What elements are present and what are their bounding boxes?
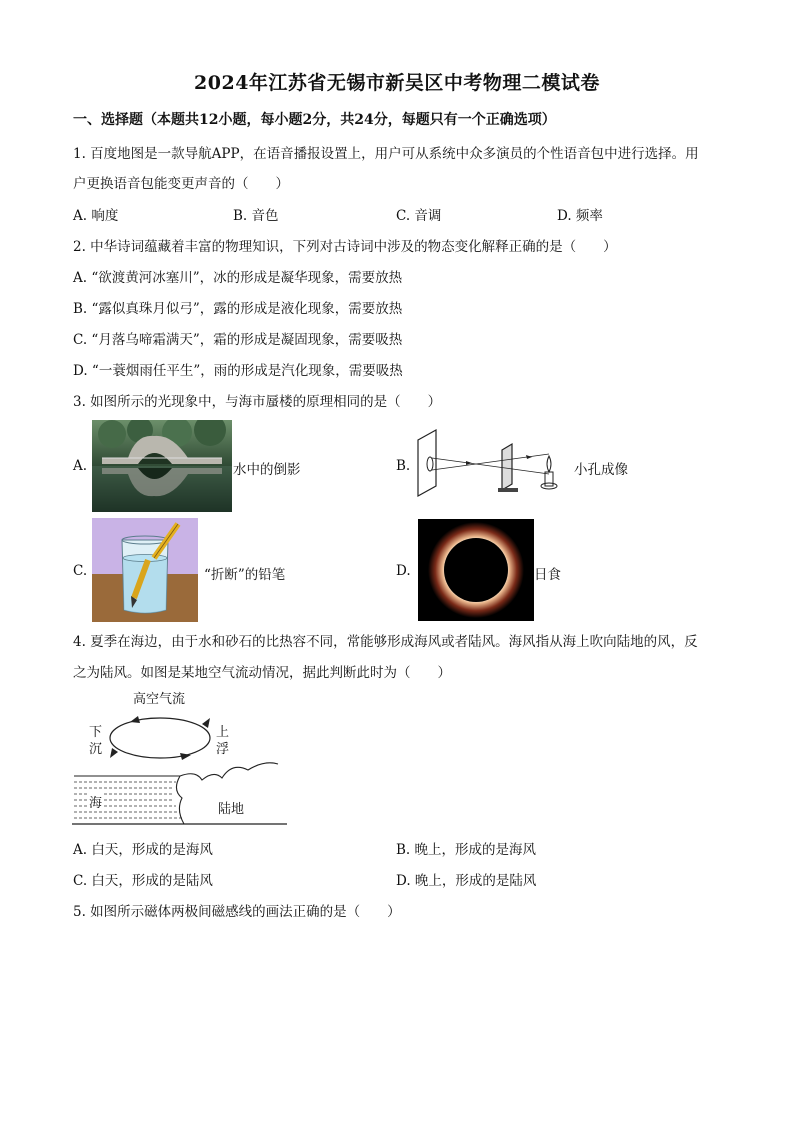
q1-stem-line1: 1. 百度地图是一款导航APP，在语音播报设置上，用户可从系统中众多演员的个性语音包中进行选择。用	[73, 146, 699, 162]
sea-breeze-diagram	[72, 686, 292, 828]
q1-option-c: C. 音调	[396, 208, 442, 224]
q5-stem: 5. 如图所示磁体两极间磁感线的画法正确的是（ ）	[73, 904, 401, 920]
q2-option-b: B. “露似真珠月似弓”，露的形成是液化现象，需要放热	[73, 301, 403, 317]
q3-caption-c: “折断”的铅笔	[204, 567, 286, 583]
q1-option-b: B. 音色	[233, 208, 279, 224]
bent-pencil-photo	[92, 518, 198, 622]
pinhole-camera-diagram	[414, 428, 574, 498]
q1-option-d: D. 频率	[557, 208, 603, 224]
q1-option-a: A. 响度	[73, 208, 119, 224]
section-heading: 一、选择题（本题共12小题，每小题2分，共24分，每题只有一个正确选项）	[73, 112, 556, 128]
q4-option-d: D. 晚上，形成的是陆风	[396, 873, 537, 889]
diagram-label-land: 陆地	[218, 802, 245, 817]
diagram-label-rise-2: 浮	[216, 742, 230, 757]
q4-option-a: A. 白天，形成的是海风	[73, 842, 213, 858]
q3-caption-d: 日食	[534, 567, 561, 583]
exam-title: 2024年江苏省无锡市新吴区中考物理二模试卷	[194, 72, 600, 94]
q3-caption-b: 小孔成像	[574, 462, 628, 478]
q4-option-c: C. 白天，形成的是陆风	[73, 873, 213, 889]
bridge-reflection-photo	[92, 420, 232, 512]
q4-stem-line1: 4. 夏季在海边，由于水和砂石的比热容不同，常能够形成海风或者陆风。海风指从海上吹向陆地的风，反	[73, 634, 698, 650]
q3-stem: 3. 如图所示的光现象中，与海市蜃楼的原理相同的是（ ）	[73, 394, 442, 410]
diagram-label-sea: 海	[88, 792, 103, 811]
q4-option-b: B. 晚上，形成的是海风	[396, 842, 537, 858]
q3-label-a: A.	[73, 458, 88, 474]
q3-caption-a: 水中的倒影	[233, 462, 301, 478]
q3-label-c: C.	[73, 563, 88, 579]
diagram-label-high-air: 高空气流	[133, 692, 186, 707]
q4-stem-line2: 之为陆风。如图是某地空气流动情况，据此判断此时为（ ）	[73, 665, 451, 681]
q3-label-d: D.	[396, 563, 411, 579]
diagram-label-rise-1: 上	[216, 725, 230, 740]
diagram-label-sink-2: 沉	[89, 742, 103, 757]
q1-stem-line2: 户更换语音包能变更声音的（ ）	[73, 176, 289, 192]
q2-option-c: C. “月落乌啼霜满天”，霜的形成是凝固现象，需要吸热	[73, 332, 403, 348]
q2-stem: 2. 中华诗词蕴藏着丰富的物理知识，下列对古诗词中涉及的物态变化解释正确的是（ ）	[73, 239, 617, 255]
solar-eclipse-photo	[418, 519, 534, 621]
q2-option-a: A. “欲渡黄河冰塞川”，冰的形成是凝华现象，需要放热	[73, 270, 403, 286]
q2-option-d: D. “一蓑烟雨任平生”，雨的形成是汽化现象，需要吸热	[73, 363, 403, 379]
q3-label-b: B.	[396, 458, 411, 474]
diagram-label-sink-1: 下	[89, 725, 103, 740]
